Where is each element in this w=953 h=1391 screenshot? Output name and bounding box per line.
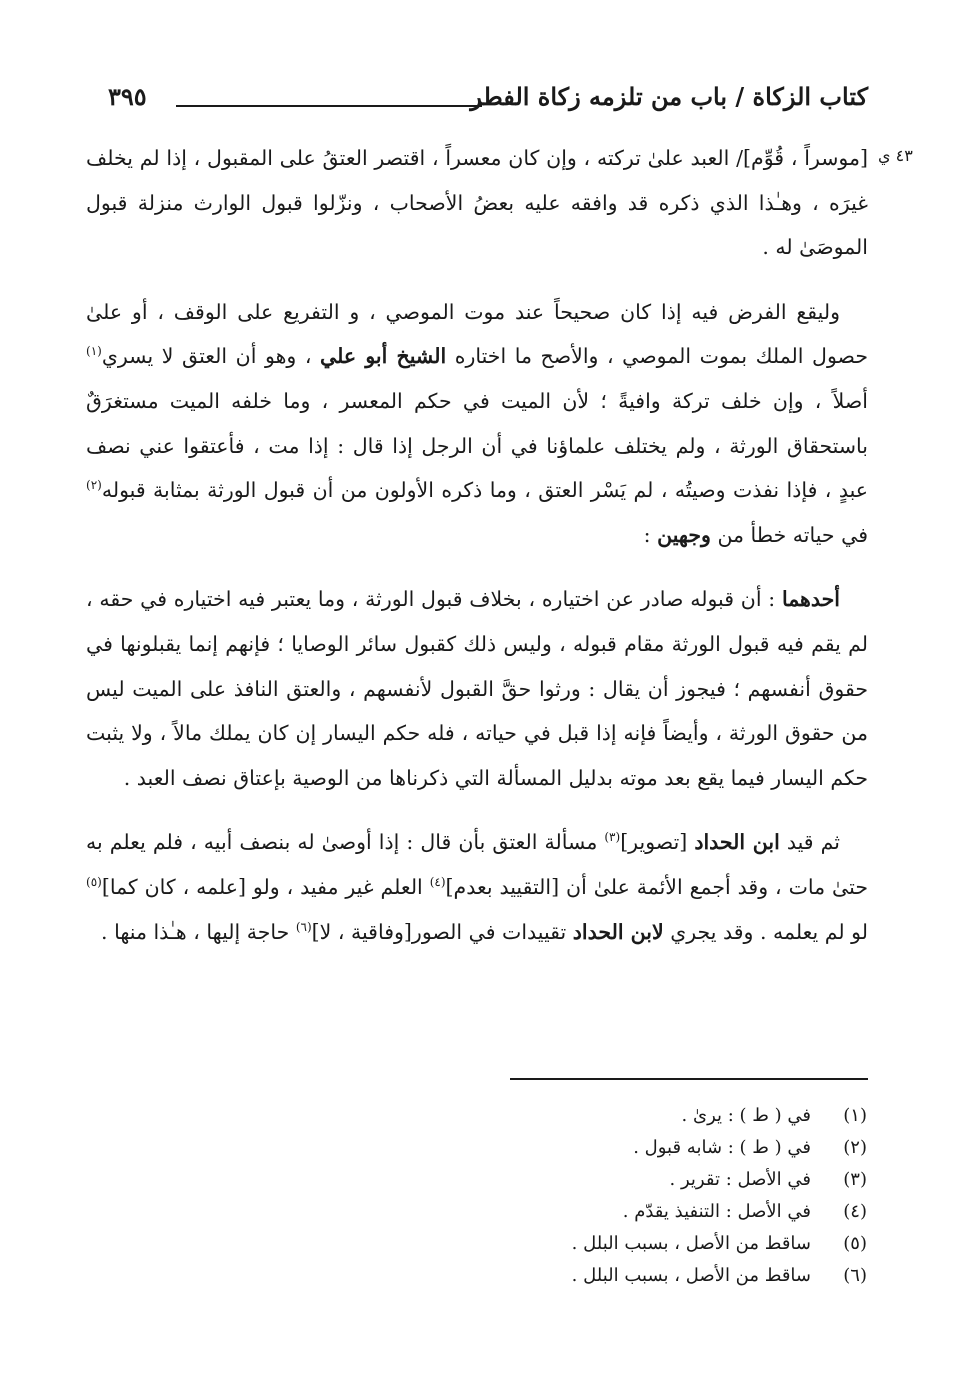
paragraph (86, 577, 868, 800)
paragraph (86, 290, 868, 558)
paragraph (86, 820, 868, 954)
footnotes-list (367, 1100, 867, 1292)
footnote-ref: (٤) (429, 875, 446, 890)
footnote-item (367, 1100, 867, 1132)
footnote-item (367, 1260, 867, 1292)
body-text (86, 136, 868, 954)
header-title: كتاب الزكاة / باب من تلزمه زكاة الفطر (470, 82, 868, 111)
bold-name: لابن الحداد (572, 919, 664, 944)
footnote-text: في الأصل : تقرير . (669, 1169, 811, 1190)
footnote-ref: (٦) (295, 919, 312, 934)
bold-name: أحدهما (781, 587, 840, 612)
footnote-number: (٣) (843, 1169, 867, 1190)
footnote-text: في ( ط ) : يرىٰ . (681, 1105, 811, 1126)
page-number: ٣٩٥ (108, 82, 147, 111)
paragraph (86, 136, 868, 270)
footnote-ref: (٥) (86, 875, 102, 890)
paragraph-gap (86, 557, 868, 577)
footnote-text: ساقط من الأصل ، بسبب البلل . (571, 1265, 811, 1286)
footnote-item (367, 1164, 867, 1196)
footnote-text: في ( ط ) : شابه قبول . (633, 1137, 811, 1158)
footnote-number: (٥) (843, 1233, 867, 1254)
text-run: : (643, 522, 658, 547)
footnote-number: (٦) (843, 1265, 867, 1286)
paragraph-gap (86, 270, 868, 290)
text-run: تقييدات في الصور[وفاقية ، لا] (311, 919, 573, 944)
footnote-number: (٢) (843, 1137, 867, 1158)
running-header (108, 80, 868, 120)
text-run: [تصوير] (620, 830, 695, 855)
bold-name: ابن الحداد (694, 830, 780, 855)
footnote-ref: (١) (86, 344, 102, 359)
footnote-ref: (٢) (86, 478, 102, 493)
text-run: : أن قبوله صادر عن اختياره ، بخلاف قبول الورثة ، وما يعتبر فيه اختياره في حقه ، لم يقم فيه قبول الورثة مقام قبوله ، وليس ذلك كقبول سائر الوصايا ؛ فإنهم إنما يقبلونها في حقوق أنفسهم ؛ فيجوز أن يقال : ورثوا حقَّ القبول لأنفسهم ، والعتق النافذ على الميت ليس من حقوق الورثة ، وأيضاً فإنه إذا قبل في حياته ، فله حكم اليسار إن كان يملك مالاً ، ولا يثبت حكم اليسار فيما يقع بعد موته بدليل المسألة التي ذكرناها من الوصية بإعتاق نصف العبد . (86, 587, 868, 790)
text-run: ثم قيد (779, 830, 840, 855)
text-run: ، وهو أن العتق لا يسري (101, 344, 321, 369)
text-run: حاجة إليها ، هـٰذا منها . (101, 919, 296, 944)
text-run: لو لم يعلمه . وقد يجري (663, 919, 868, 944)
text-run: وليقع الفرض فيه إذا كان صحيحاً عند موت الموصي ، و التفريع على الوقف ، أو علىٰ حصول الملك بموت الموصي ، والأصح ما اختاره (86, 299, 868, 369)
footnote-text: في الأصل : التنفيذ يقدّم . (622, 1201, 811, 1222)
header-rule (176, 105, 482, 107)
footnote-item (367, 1228, 867, 1260)
text-run: مسألة العتق بأن قال : إذا أوصىٰ له بنصف أبيه ، فلم يعلم به حتىٰ مات ، وقد أجمع الأئمة علىٰ أن [التقييد بعدم] (86, 830, 868, 899)
text-run: العلم غير مفيد ، ولو [علمه ، كان كما] (101, 874, 430, 899)
footnote-ref: (٣) (604, 830, 621, 845)
margin-manuscript-marker: ٤٣ ي (878, 146, 913, 165)
paragraph-gap (86, 800, 868, 820)
footnote-text: ساقط من الأصل ، بسبب البلل . (571, 1233, 811, 1254)
footnote-item (367, 1196, 867, 1228)
text-run: [موسراً ، قُوِّم]/ العبد علىٰ تركته ، وإن كان معسراً ، اقتصر العتقُ على المقبول ، إذا لم يخلف غيرَه ، وهـٰذا الذي ذكره قد وافقه عليه بعضُ الأصحاب ، ونزّلوا قبول الوارث منزلة قبول الموصَىٰ له . (86, 146, 868, 260)
text-run: أصلاً ، وإن خلف تركة وافيةً ؛ لأن الميت في حكم المعسر ، وما خلفه الميت مستغرَقٌ باستحقاق الورثة ، ولم يختلف علماؤنا في أن الرجل إذا قال : إذا مت ، فأعتقوا عني نصف عبدٍ ، فإذا نفذت وصيتُه ، لم يَسْر العتق ، وما ذكره الأولون من أن قبول الورثة بمثابة قبوله (86, 388, 868, 503)
text-run: في حياته خطأ من (710, 522, 868, 547)
footnote-rule (510, 1078, 868, 1080)
footnote-number: (٤) (843, 1201, 867, 1222)
bold-name: الشيخ أبو علي (320, 344, 447, 369)
footnote-number: (١) (843, 1105, 867, 1126)
bold-name: وجهين (657, 522, 711, 547)
footnote-item (367, 1132, 867, 1164)
